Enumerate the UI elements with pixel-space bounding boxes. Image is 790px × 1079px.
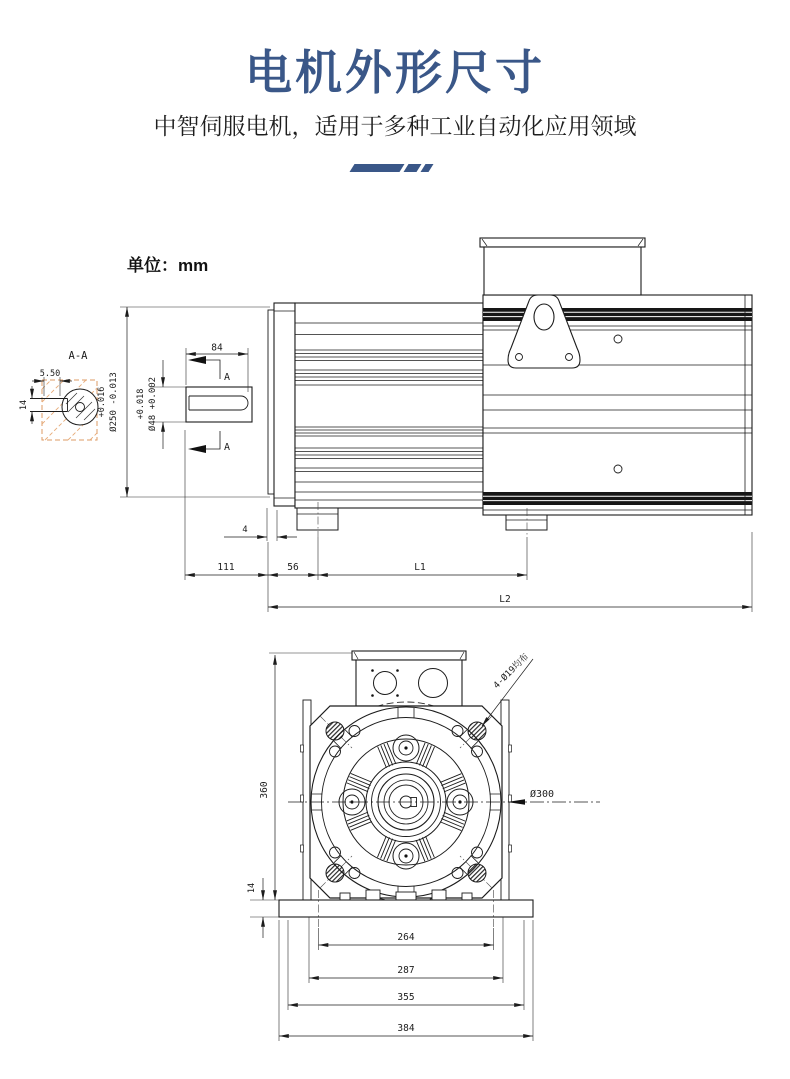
dim-key-width-label: 14 [19,399,29,411]
dim-foot-span-label: L1 [414,562,426,573]
motor-flange [268,303,295,506]
dim-overall-length-label: L2 [499,594,511,605]
section-view-aa [19,350,98,440]
flange-diameter-label: Ø250 -0.013 [109,372,119,432]
dim-foot-offset-label: 56 [287,562,299,573]
dim-key-length [186,343,248,393]
flange-tolerance-label: +0.016 [97,386,107,418]
shaft-diameter-label: Ø48 +0.002 [148,376,158,432]
body-plug-hole [614,465,622,473]
dim-body-diameter-label: Ø300 [530,789,555,800]
front-view-drawing [247,651,600,1041]
dim-key-depth-label: 5.50 [39,369,61,379]
hole-note-label: 4-Ø19均布 [491,651,531,691]
dim-shaft-diameter [136,360,186,449]
section-label: A-A [68,350,88,362]
dim-384-label: 384 [397,1023,415,1034]
cut-label-bottom: A [223,442,231,453]
base-plate [279,900,533,917]
page-title: 电机外形尺寸 [245,46,545,99]
terminal-box-front [352,651,466,706]
dim-base-thickness-label: 14 [247,882,257,894]
dim-355-label: 355 [397,992,415,1003]
dim-base-thickness [247,878,279,938]
lug-eye-hole [534,304,554,330]
motor-front-body [295,303,483,508]
cut-label-top: A [223,372,231,383]
dim-287-label: 287 [397,965,415,976]
dim-width-287 [309,917,503,983]
dim-264-label: 264 [397,932,415,943]
shaft-center-hole [76,403,85,412]
dim-step-label: 4 [242,525,248,535]
page-subtitle: 中智伺服电机，适用于多种工业自动化应用领域 [153,113,637,139]
dim-step-4 [224,508,297,541]
dim-key-width [19,386,32,424]
terminal-box-side [480,238,645,295]
dim-overall-length [268,532,752,612]
body-plug-hole [614,335,622,343]
dim-width-264 [319,928,494,950]
dim-key-length-label: 84 [211,342,223,354]
unit-label: 单位：mm [127,256,209,275]
side-view-drawing [19,238,752,612]
motor-shaft [186,387,252,422]
shaft-tolerance-label: +0.018 [136,388,146,420]
dim-shaft-ext-label: 111 [217,562,235,573]
dim-height-label: 360 [259,781,270,799]
